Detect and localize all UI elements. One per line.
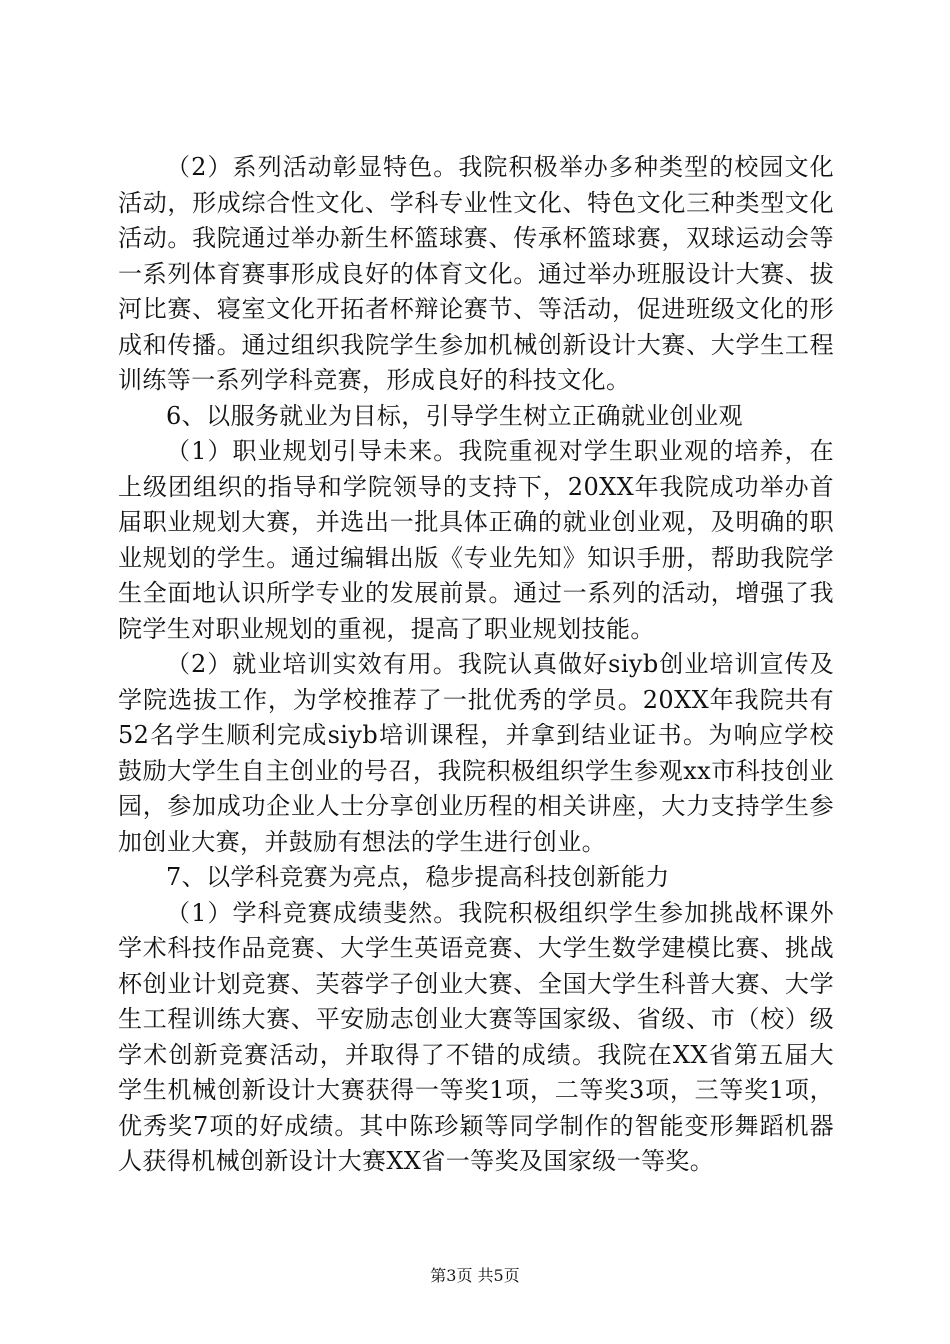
paragraph-competition-results: （1）学科竞赛成绩斐然。我院积极组织学生参加挑战杯课外学术科技作品竞赛、大学生英语竞赛、大学生数学建模比赛、挑战杯创业计划竞赛、芙蓉学子创业大赛、全国大学生科普大赛、大学生工程训练大赛、平安励志创业大赛等国家级、省级、市（校）级学术创新竞赛活动，并取得了不错的成绩。我院在XX省第五届大学生机械创新设计大赛获得一等奖1项，二等奖3项，三等奖1项，优秀奖7项的好成绩。其中陈珍颖等同学制作的智能变形舞蹈机器人获得机械创新设计大赛XX省一等奖及国家级一等奖。 (118, 898, 834, 1175)
section-heading-employment: 6、以服务就业为目标，引导学生树立正确就业创业观 (166, 401, 743, 430)
document-body (118, 150, 834, 1180)
paragraph-employment-training: （2）就业培训实效有用。我院认真做好siyb创业培训宣传及学院选拔工作，为学校推荐了一批优秀的学员。20XX年我院共有52名学生顺利完成siyb培训课程，并拿到结业证书。为响应学校鼓励大学生自主创业的号召，我院积极组织学生参观xx市科技创业园，参加成功企业人士分享创业历程的相关讲座，大力支持学生参加创业大赛，并鼓励有想法的学生进行创业。 (118, 650, 834, 856)
paragraph-activities: （2）系列活动彰显特色。我院积极举办多种类型的校园文化活动，形成综合性文化、学科专业性文化、特色文化三种类型文化活动。我院通过举办新生杯篮球赛、传承杯篮球赛，双球运动会等一系列体育赛事形成良好的体育文化。通过举办班服设计大赛、拔河比赛、寝室文化开拓者杯辩论赛节、等活动，促进班级文化的形成和传播。通过组织我院学生参加机械创新设计大赛、大学生工程训练等一系列学科竞赛，形成良好的科技文化。 (118, 153, 834, 394)
paragraph-career-planning: （1）职业规划引导未来。我院重视对学生职业观的培养，在上级团组织的指导和学院领导的支持下，20XX年我院成功举办首届职业规划大赛，并选出一批具体正确的就业创业观，及明确的职业规划的学生。通过编辑出版《专业先知》知识手册，帮助我院学生全面地认识所学专业的发展前景。通过一系列的活动，增强了我院学生对职业规划的重视，提高了职业规划技能。 (118, 437, 834, 643)
page-number-footer: 第3页 共5页 (430, 1266, 520, 1285)
section-heading-competitions: 7、以学科竞赛为亮点，稳步提高科技创新能力 (166, 863, 670, 891)
